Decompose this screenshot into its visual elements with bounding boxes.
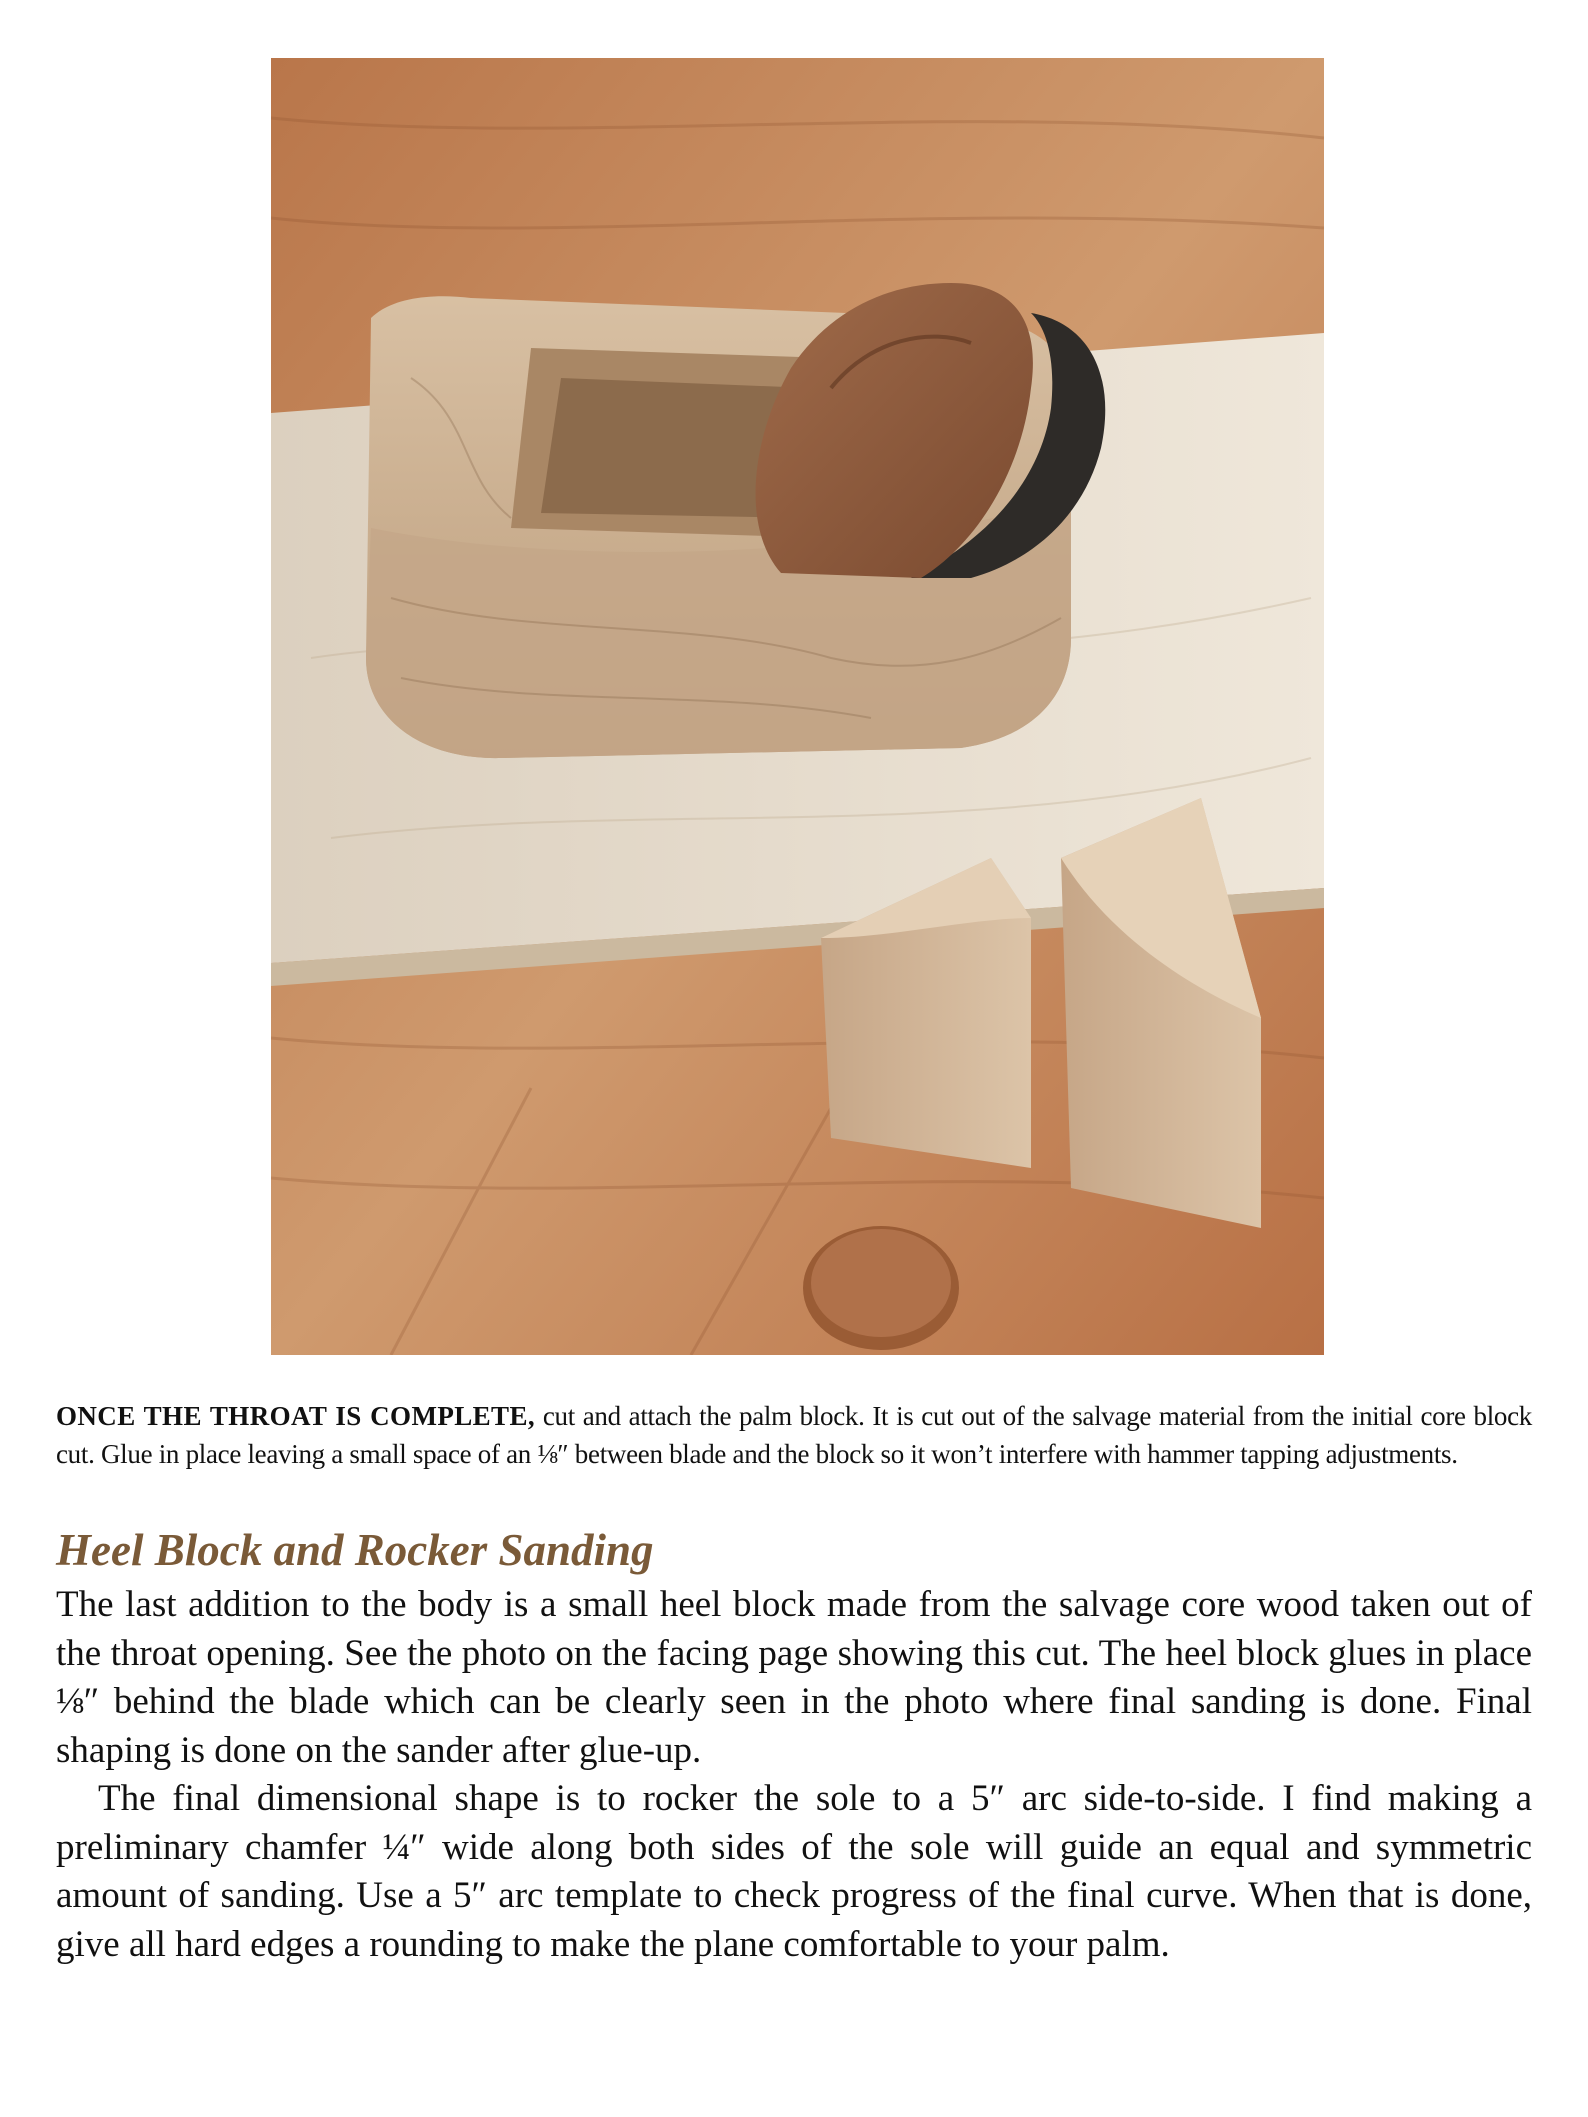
caption-text: cut and attach the palm block. It is cut out of the salvage material from the initial core block cut. Glue in place leaving a small space of an ⅛″ between blade and the block so it won’t interfere with hammer tapping adjustments. [56, 1401, 1533, 1469]
photo-caption [56, 1397, 1532, 1473]
plane-photo [271, 58, 1324, 1355]
section-heading: Heel Block and Rocker Sanding [56, 1525, 654, 1575]
body-paragraph-2: The final dimensional shape is to rocker the sole to a 5″ arc side-to-side. I find making a preliminary chamfer ¼″ wide along both sides of the sole will guide an equal and symmetric amount of sanding. Use a 5″ arc template to check progress of the final curve. When that is done, give all hard edges a rounding to make the plane comfortable to your palm. [56, 1778, 1532, 1965]
caption-lead: ONCE THE THROAT IS COMPLETE, [56, 1401, 536, 1431]
body-paragraph-1: The last addition to the body is a small heel block made from the salvage core wood taken out of the throat opening. See the photo on the facing page showing this cut. The heel block glues in place ⅛″ behind the blade which can be clearly seen in the photo where final sanding is done. Final shaping is done on the sander after glue-up. [56, 1584, 1532, 1771]
plane-photo-illustration [271, 58, 1324, 1355]
section-body [56, 1581, 1532, 1969]
